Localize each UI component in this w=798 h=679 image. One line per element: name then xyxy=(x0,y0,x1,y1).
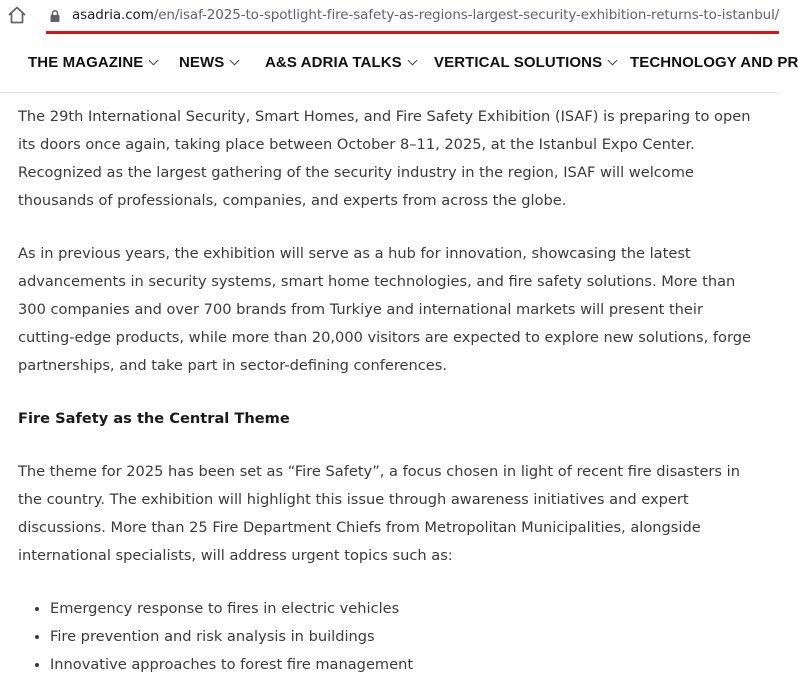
nav-item-label: NEWS xyxy=(179,54,225,71)
url-path: /en/isaf-2025-to-spotlight-fire-safety-as-regions-largest-security-exhibition-returns-to-istanbul/ xyxy=(153,7,780,23)
home-icon[interactable] xyxy=(6,5,28,25)
topic-list xyxy=(18,595,758,679)
chevron-down-icon xyxy=(608,56,618,66)
article-paragraph: As in previous years, the exhibition will serve as a hub for innovation, showcasing the latest advancements in security systems, smart home technologies, and fire safety solutions. More than 300 companies and over 700 brands from Turkiye and international markets will present their cutting-edge products, while more than 20,000 visitors are expected to explore new solutions, forge partnerships, and take part in sector-defining conferences. xyxy=(18,245,751,374)
browser-address-bar xyxy=(0,0,779,30)
chevron-down-icon xyxy=(149,56,159,66)
nav-item-as-adria-talks[interactable] xyxy=(265,54,416,71)
nav-item-technology-and-pr[interactable] xyxy=(630,54,798,71)
nav-item-news[interactable] xyxy=(179,54,238,71)
url-field[interactable] xyxy=(72,6,779,24)
nav-item-label: TECHNOLOGY AND PR xyxy=(630,54,798,71)
list-item: • Fire prevention and risk analysis in buildings xyxy=(50,623,758,651)
article-paragraph: The 29th International Security, Smart Homes, and Fire Safety Exhibition (ISAF) is preparing to open its doors once again, taking place between October 8–11, 2025, at the Istanbul Expo Center. Recognized as the largest gathering of the security industry in the region, ISAF will welcome thousands of professionals, companies, and experts from across the globe. xyxy=(18,108,751,209)
main-navigation xyxy=(0,34,798,93)
url-host: asadria.com xyxy=(72,7,154,23)
chevron-down-icon xyxy=(230,56,240,66)
nav-item-label: VERTICAL SOLUTIONS xyxy=(434,54,603,71)
nav-item-the-magazine[interactable] xyxy=(28,54,157,71)
nav-item-label: A&S ADRIA TALKS xyxy=(265,54,402,71)
section-heading: Fire Safety as the Central Theme xyxy=(18,410,290,427)
list-item: • Innovative approaches to forest fire management xyxy=(50,651,758,679)
nav-item-label: THE MAGAZINE xyxy=(28,54,144,71)
nav-item-vertical-solutions[interactable] xyxy=(434,54,616,71)
article-paragraph: The theme for 2025 has been set as “Fire Safety”, a focus chosen in light of recent fire disasters in the country. The exhibition will highlight this issue through awareness initiatives and expert discussions. More than 25 Fire Department Chiefs from Metropolitan Municipalities, alongside international specialists, will address urgent topics such as: xyxy=(18,463,740,564)
article-body xyxy=(18,103,758,679)
list-item: • Emergency response to fires in electric vehicles xyxy=(50,595,758,623)
lock-icon[interactable] xyxy=(49,8,61,22)
chevron-down-icon xyxy=(407,56,417,66)
